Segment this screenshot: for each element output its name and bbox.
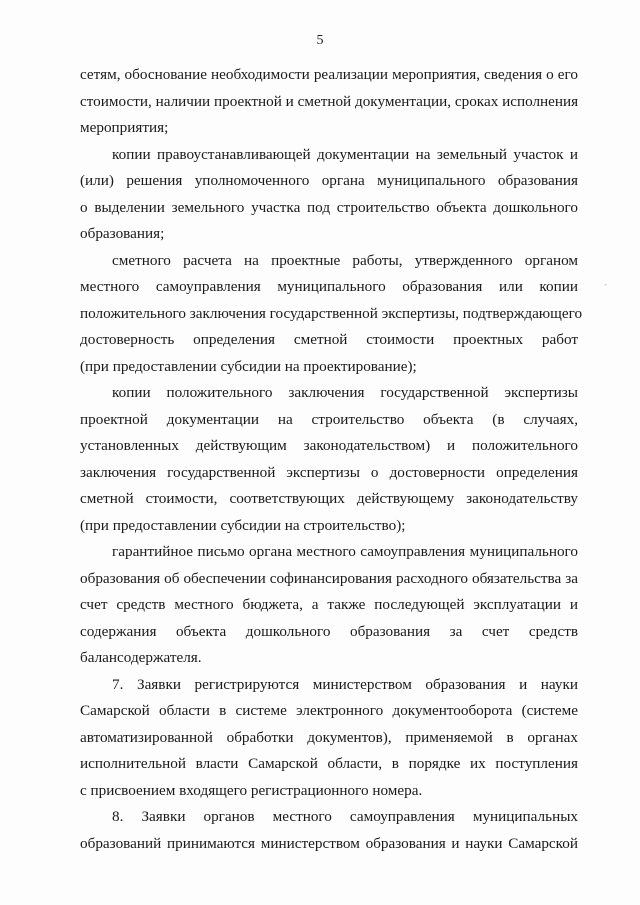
text-line: копии положительного заключения государственной экспертизы	[112, 384, 578, 401]
text-line: образований принимаются министерством образования и науки Самарской	[80, 834, 578, 852]
text-line: мероприятия;	[80, 119, 169, 136]
text-line: сметного расчета на проектные работы, утвержденного органом	[112, 251, 578, 269]
text-line: (или) решения уполномоченного органа муниципального образования	[80, 172, 578, 189]
text-line: исполнительной власти Самарской области, в порядке их поступления	[80, 755, 578, 772]
text-line: заключения государственной экспертизы о достоверности определения	[80, 463, 578, 481]
text-line: проектной документации на строительство объекта (в случаях,	[80, 410, 578, 428]
text-line: (при предоставлении субсидии на проектирование);	[80, 357, 417, 375]
text-line: достоверность определения сметной стоимости проектных работ	[80, 331, 578, 348]
text-line: счет средств местного бюджета, а также последующей эксплуатации и	[80, 596, 578, 613]
page-number: 5	[316, 33, 324, 48]
text-line: Самарской области в системе электронного документооборота (системе	[80, 702, 578, 719]
text-line: местного самоуправления муниципального образования или копии	[80, 278, 578, 295]
text-line: сметной стоимости, соответствующих действующему законодательству	[80, 490, 578, 507]
text-line: (при предоставлении субсидии на строительство);	[80, 516, 406, 534]
text-line: образования об обеспечении софинансирования расходного обязательства за	[80, 569, 578, 587]
text-line: 8. Заявки органов местного самоуправления муниципальных	[112, 808, 578, 825]
text-line: стоимости, наличии проектной и сметной документации, сроках исполнения	[80, 92, 579, 110]
text-line: о выделении земельного участка под строительство объекта дошкольного	[80, 198, 578, 216]
text-line: копии правоустанавливающей документации на земельный участок и	[112, 145, 578, 163]
text-line: установленных действующим законодательством) и положительного	[80, 437, 578, 454]
text-line: содержания объекта дошкольного образования за счет средств	[80, 622, 578, 640]
text-line: образования;	[80, 225, 165, 242]
margin-mark: -	[604, 280, 608, 290]
text-line: гарантийное письмо органа местного самоуправления муниципального	[112, 543, 578, 560]
document-body	[80, 62, 583, 857]
text-line: с присвоением входящего регистрационного номера.	[80, 781, 423, 799]
text-line: балансодержателя.	[80, 649, 202, 666]
text-line: положительного заключения государственной экспертизы, подтверждающего	[80, 304, 583, 322]
text-line: 7. Заявки регистрируются министерством образования и науки	[112, 675, 578, 693]
text-line: сетям, обоснование необходимости реализации мероприятия, сведения о его	[80, 66, 578, 83]
text-line: автоматизированной обработки документов), применяемой в органах	[80, 728, 578, 746]
